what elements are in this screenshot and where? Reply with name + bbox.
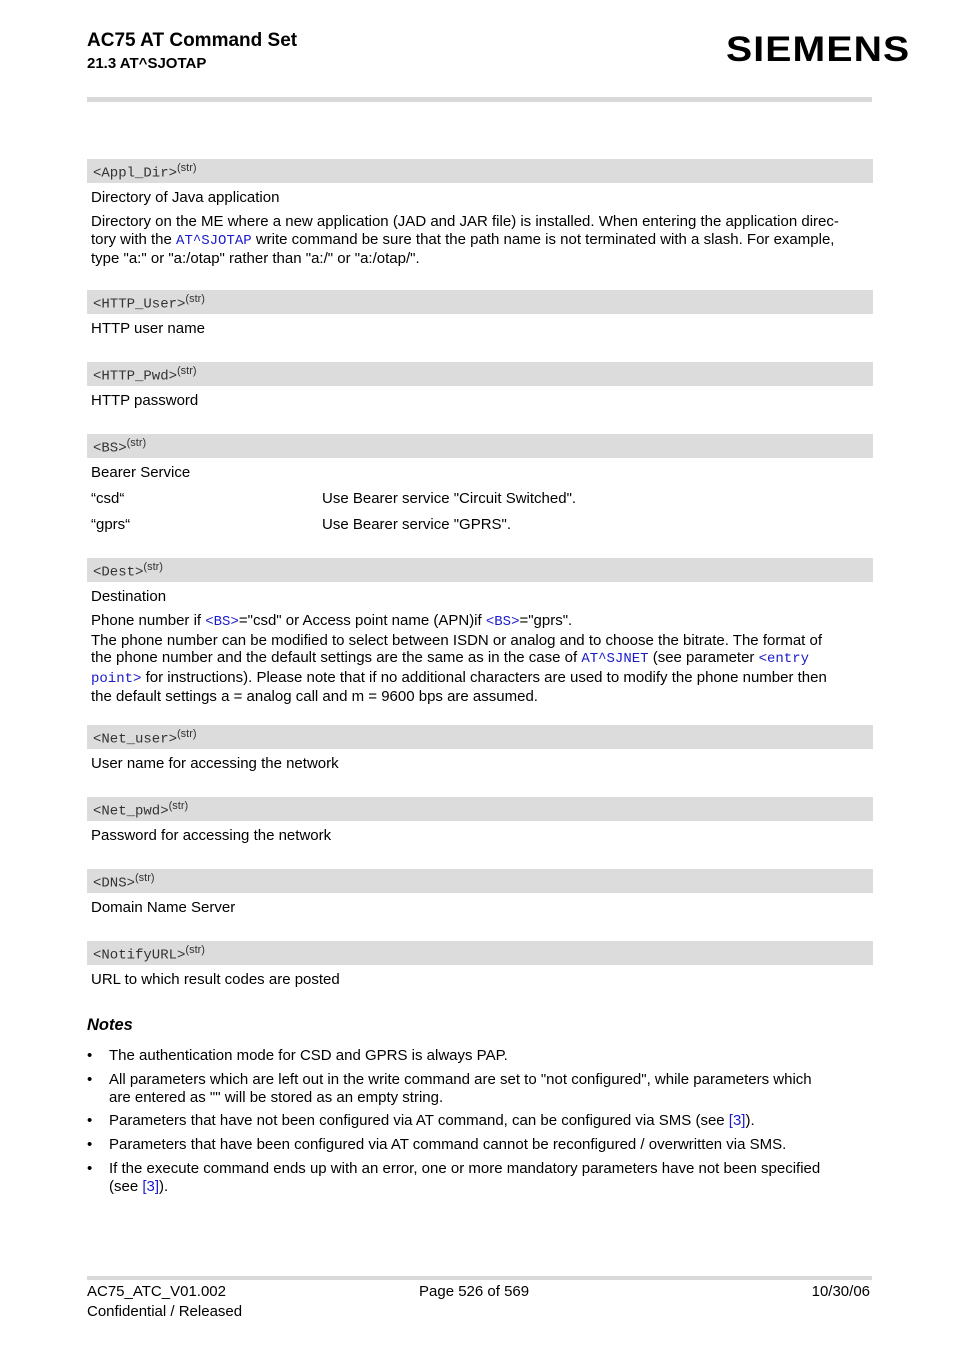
command-link[interactable]: AT^SJOTAP: [176, 232, 252, 249]
bullet-icon: •: [87, 1160, 93, 1177]
param-bar-http-pwd: [87, 362, 873, 386]
param-name: <HTTP_Pwd>$^{(str)}$: [93, 365, 197, 385]
param-summary: Directory of Java application: [91, 189, 280, 206]
param-summary: Domain Name Server: [91, 899, 236, 916]
param-bar-dns: [87, 869, 873, 893]
param-name: <Dest>$^{(str)}$: [93, 561, 163, 581]
reference-link[interactable]: [3]: [728, 1112, 746, 1129]
note-item: Parameters that have been configured via AT command cannot be reconfigured / overwritten via SMS.: [109, 1136, 787, 1153]
value-description: Use Bearer service "Circuit Switched".: [322, 490, 577, 507]
note-item: Parameters that have not been configured via AT command, can be configured via SMS (see [3]).: [109, 1112, 755, 1129]
param-summary: HTTP user name: [91, 320, 205, 337]
param-summary: Destination: [91, 588, 167, 605]
note-item: If the execute command ends up with an error, one or more mandatory parameters have not been specified (see [3]).: [109, 1160, 821, 1195]
page-number: Page 526 of 569: [419, 1283, 530, 1300]
param-summary: HTTP password: [91, 392, 199, 409]
param-bar-appl-dir: [87, 159, 873, 183]
param-name: <BS>$^{(str)}$: [93, 437, 147, 457]
param-description: Phone number if <BS>="csd" or Access point name (APN)if <BS>="gprs". The phone number can be modified to select between ISDN or analog and to choose the bitrate. The format of the phone number and the default settings are the same as in the case of AT^SJNET (see parameter <entry point> for instructions). Please note that if no additional characters are used to modify the phone number then the default settings a = analog call and m = 9600 bps are assumed.: [91, 612, 827, 705]
param-link[interactable]: point>: [91, 670, 142, 687]
param-name: <Net_user>$^{(str)}$: [93, 728, 197, 748]
param-bar-net-user: [87, 725, 873, 749]
param-bar-bs: [87, 434, 873, 458]
footer-divider: [87, 1276, 872, 1280]
notes-heading: Notes: [87, 1016, 133, 1034]
param-link[interactable]: <BS>: [485, 614, 520, 630]
param-summary: User name for accessing the network: [91, 755, 339, 772]
param-summary: URL to which result codes are posted: [91, 971, 340, 988]
document-date: 10/30/06: [811, 1283, 870, 1300]
section-title: 21.3 AT^SJOTAP: [87, 55, 207, 72]
bullet-icon: •: [87, 1047, 93, 1064]
document-title: AC75 AT Command Set: [87, 30, 298, 51]
siemens-logo: SIEMENS: [726, 30, 911, 69]
value-description: Use Bearer service "GPRS".: [322, 516, 512, 533]
bullet-icon: •: [87, 1112, 93, 1129]
command-link[interactable]: AT^SJNET: [581, 651, 649, 667]
value-name: “gprs“: [91, 516, 131, 533]
reference-link[interactable]: [3]: [142, 1178, 160, 1195]
header-divider: [87, 97, 872, 102]
document-id: AC75_ATC_V01.002: [87, 1283, 226, 1300]
param-name: <HTTP_User>$^{(str)}$: [93, 293, 205, 313]
note-item: The authentication mode for CSD and GPRS is always PAP.: [109, 1047, 508, 1064]
value-name: “csd“: [91, 490, 125, 507]
bullet-icon: •: [87, 1071, 93, 1088]
param-summary: Password for accessing the network: [91, 827, 332, 844]
document-status: Confidential / Released: [87, 1303, 243, 1320]
bullet-icon: •: [87, 1136, 93, 1153]
param-name: <DNS>$^{(str)}$: [93, 872, 155, 892]
param-link[interactable]: <BS>: [205, 614, 239, 630]
param-bar-notify-url: [87, 941, 873, 965]
param-bar-http-user: [87, 290, 873, 314]
note-item: All parameters which are left out in the write command are set to "not configured", while parameters which are entered as "" will be stored as an empty string.: [109, 1071, 812, 1106]
param-summary: Bearer Service: [91, 464, 191, 481]
param-description: Directory on the ME where a new application (JAD and JAR file) is installed. When entering the application direc- tory with the AT^SJOTAP write command be sure that the path name is not terminated with a slash. For example, type "a:" or "a:/otap" rather than "a:/" or "a:/otap/".: [91, 213, 839, 267]
param-name: <Appl_Dir>$^{(str)}$: [93, 162, 197, 182]
param-link[interactable]: <entry: [758, 651, 810, 667]
param-name: <Net_pwd>$^{(str)}$: [93, 800, 189, 820]
param-bar-dest: [87, 558, 873, 582]
param-name: <NotifyURL>$^{(str)}$: [93, 944, 205, 964]
param-bar-net-pwd: [87, 797, 873, 821]
